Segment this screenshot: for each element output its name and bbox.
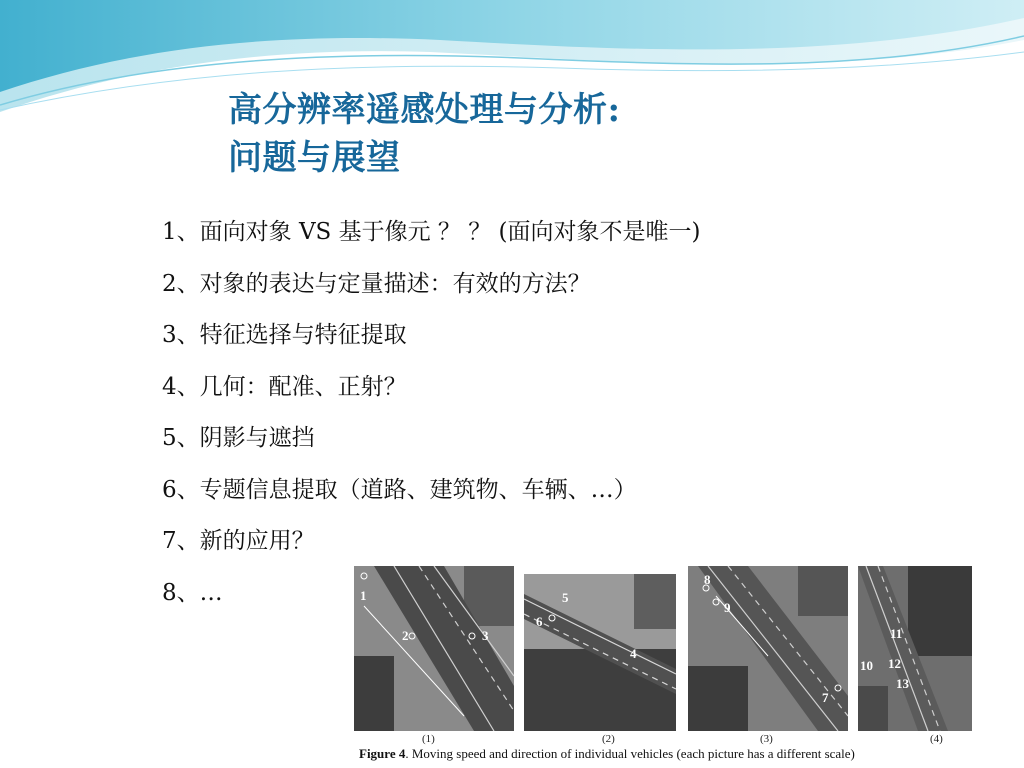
list-item: 3、特征选择与特征提取 [162,322,407,348]
list-item: 8、… [162,579,223,606]
figure-panel-4 [858,566,972,731]
panel-number: (4) [930,733,943,745]
vehicle-label: 10 [860,658,873,673]
figure-caption [359,746,855,762]
vehicle-label: 7 [822,690,829,705]
topic-list [162,210,701,622]
panel-number: (3) [760,733,773,745]
figure-caption-label: Figure 4 [359,746,406,761]
panel-number: (1) [422,733,435,745]
panel-number: (2) [602,733,615,745]
list-item: 7、新的应用？ [162,528,315,554]
figure-panel-3 [688,566,848,731]
vehicle-label: 3 [482,628,489,643]
figure-panel-2 [524,574,676,731]
vehicle-label: 11 [890,626,903,641]
vehicle-label: 1 [360,588,367,603]
list-item: 6、专题信息提取（道路、建筑物、车辆、…） [162,476,637,503]
vehicle-label: 4 [630,646,637,661]
vehicle-label: 2 [402,628,409,643]
figure-panel-1 [354,566,514,731]
vehicle-label: 13 [896,676,909,691]
vehicle-label: 9 [724,600,731,615]
vehicle-label: 5 [562,590,569,605]
list-item: 5、阴影与遮挡 [162,425,315,451]
list-item: 2、对象的表达与定量描述：有效的方法？ [162,270,591,297]
vehicle-label: 8 [704,572,711,587]
vehicle-label: 6 [536,614,543,629]
vehicle-figure [352,566,972,768]
figure-caption-text: . Moving speed and direction of individual vehicles (each picture has a different scale) [405,746,855,761]
title-line-1: 高分辨率遥感处理与分析: [228,90,621,130]
vehicle-label: 12 [888,656,901,671]
list-item: 4、几何：配准、正射？ [162,373,407,400]
list-item: 1、面向对象 VS 基于像元 ？ ？ (面向对象不是唯一) [162,219,701,245]
title-line-2: 问题与展望 [228,138,401,178]
slide-title [228,86,621,182]
